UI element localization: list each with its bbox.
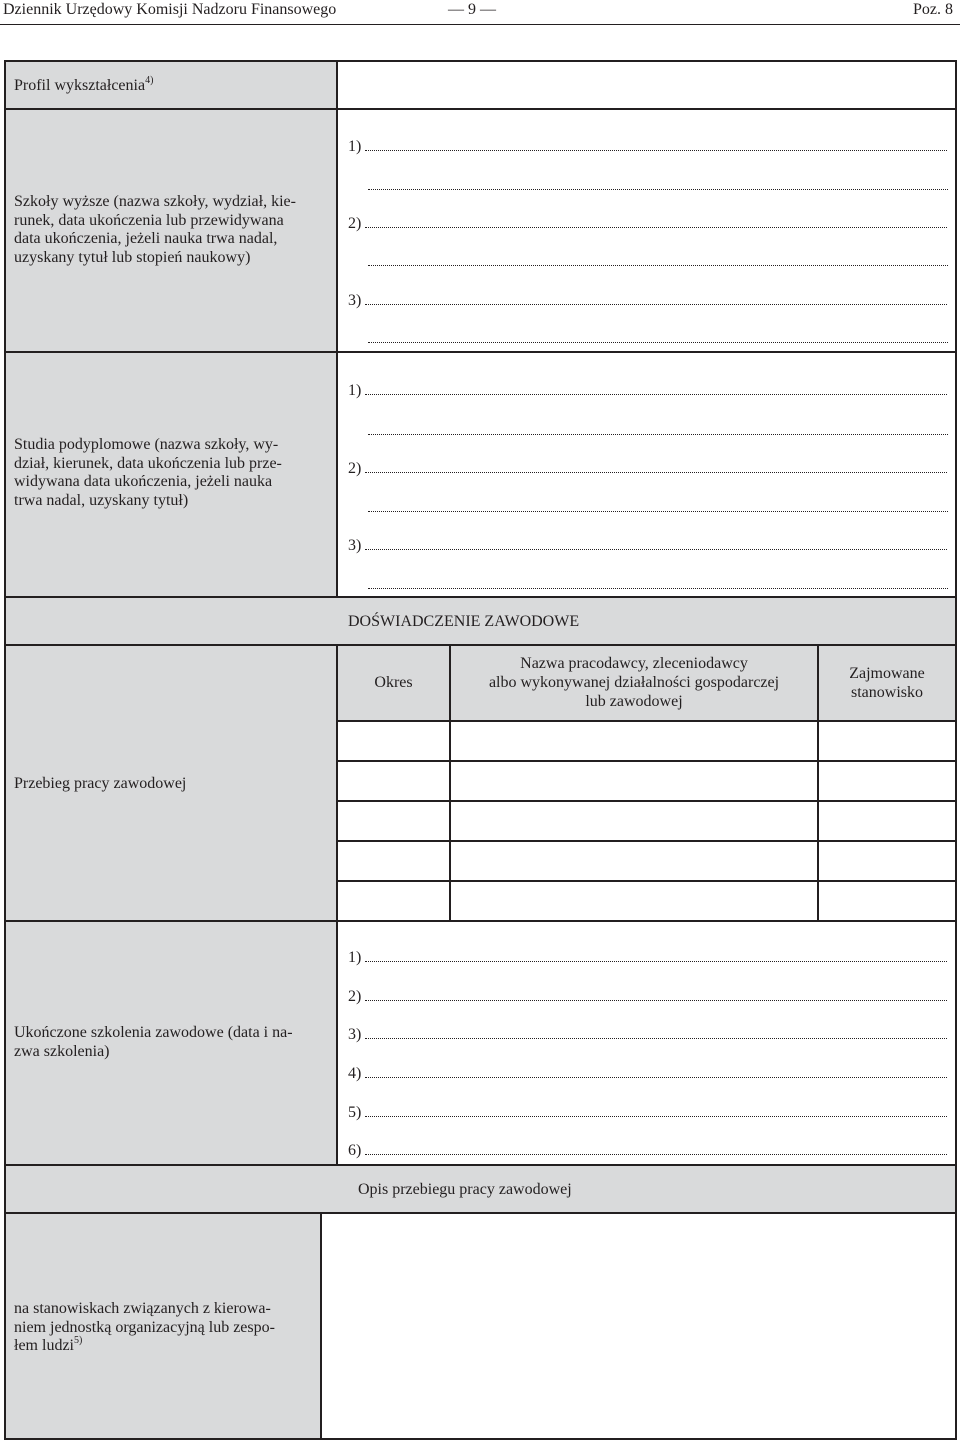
employer-cell[interactable] xyxy=(449,760,819,802)
trainings-field[interactable] xyxy=(336,920,957,1166)
position-cell[interactable] xyxy=(817,880,957,922)
higher-education-entry-2-cont[interactable] xyxy=(348,252,948,271)
page-number: — 9 — xyxy=(448,1,496,18)
position-cell[interactable] xyxy=(817,840,957,882)
employer-cell[interactable] xyxy=(449,800,819,842)
training-entry-3[interactable]: 3) xyxy=(348,1025,948,1044)
higher-education-entry-3-cont[interactable] xyxy=(348,329,948,348)
higher-education-label-cell xyxy=(4,108,338,353)
training-entry-1[interactable]: 1) xyxy=(348,948,948,967)
period-cell[interactable] xyxy=(336,840,451,882)
period-cell[interactable] xyxy=(336,800,451,842)
management-label-cell xyxy=(4,1212,322,1440)
position-header: Zajmowane stanowisko xyxy=(849,665,925,701)
profile-field[interactable] xyxy=(336,60,957,110)
position-cell[interactable] xyxy=(817,720,957,762)
higher-education-entry-2[interactable]: 2) xyxy=(348,214,948,233)
employer-cell[interactable] xyxy=(449,840,819,882)
footnote-ref: 4) xyxy=(145,74,154,86)
trainings-label: Ukończone szkolenia zawodowe (data i na- zwa szkolenia) xyxy=(14,1024,293,1060)
postgraduate-entry-1-cont[interactable] xyxy=(348,421,948,440)
employer-header: Nazwa pracodawcy, zleceniodawcy albo wykonywanej działalności gospodarczej lub zawodowej xyxy=(488,655,780,710)
period-header: Okres xyxy=(374,674,413,691)
higher-education-entry-1-cont[interactable] xyxy=(348,176,948,195)
postgraduate-label-cell xyxy=(4,351,338,598)
training-entry-2[interactable]: 2) xyxy=(348,987,948,1006)
page-header xyxy=(0,0,960,22)
career-label: Przebieg pracy zawodowej xyxy=(14,775,187,792)
employer-cell[interactable] xyxy=(449,720,819,762)
footnote-ref: 5) xyxy=(73,1334,83,1346)
journal-title: Dziennik Urzędowy Komisji Nadzoru Finansowego xyxy=(3,1,337,18)
employer-cell[interactable] xyxy=(449,880,819,922)
career-label-cell xyxy=(4,644,338,922)
higher-education-entry-1[interactable]: 1) xyxy=(348,137,948,156)
trainings-label-cell xyxy=(4,920,338,1166)
postgraduate-field[interactable] xyxy=(336,351,957,598)
postgraduate-entry-3[interactable]: 3) xyxy=(348,536,948,555)
period-cell[interactable] xyxy=(336,720,451,762)
position-number: Poz. 8 xyxy=(913,1,953,18)
postgraduate-entry-3-cont[interactable] xyxy=(348,575,948,594)
postgraduate-entry-1[interactable]: 1) xyxy=(348,381,948,400)
employer-header-cell xyxy=(449,644,819,722)
experience-section-title: DOŚWIADCZENIE ZAWODOWE xyxy=(348,613,580,630)
training-entry-5[interactable]: 5) xyxy=(348,1103,948,1122)
period-cell[interactable] xyxy=(336,760,451,802)
higher-education-field[interactable] xyxy=(336,108,957,353)
training-entry-4[interactable]: 4) xyxy=(348,1064,948,1083)
period-cell[interactable] xyxy=(336,880,451,922)
header-rule xyxy=(0,24,960,25)
higher-education-label: Szkoły wyższe (nazwa szkoły, wydział, kie- runek, data ukończenia lub przewidywana data ukończenia, jeżeli nauka trwa nadal, uzyskany tytuł lub stopień naukowy) xyxy=(14,193,296,266)
position-cell[interactable] xyxy=(817,800,957,842)
training-entry-6[interactable]: 6) xyxy=(348,1141,948,1160)
position-header-cell xyxy=(817,644,957,722)
position-cell[interactable] xyxy=(817,760,957,802)
career-description-title-bar xyxy=(4,1164,957,1214)
period-header-cell xyxy=(336,644,451,722)
management-description-field[interactable] xyxy=(320,1212,957,1440)
postgraduate-entry-2[interactable]: 2) xyxy=(348,459,948,478)
postgraduate-label: Studia podyplomowe (nazwa szkoły, wy- dział, kierunek, data ukończenia lub prze- widywana data ukończenia, jeżeli nauka trwa nadal, uzyskany tytuł) xyxy=(14,436,282,509)
profile-label: Profil wykształcenia$^{4)}$ xyxy=(14,74,154,94)
management-label: na stanowiskach związanych z kierowa- niem jednostką organizacyjną lub zespo- łem ludzi$^{5)}$ xyxy=(14,1300,275,1354)
profile-label-cell xyxy=(4,60,338,110)
experience-title-bar xyxy=(4,596,957,646)
postgraduate-entry-2-cont[interactable] xyxy=(348,498,948,517)
career-description-title: Opis przebiegu pracy zawodowej xyxy=(358,1181,572,1198)
higher-education-entry-3[interactable]: 3) xyxy=(348,291,948,310)
